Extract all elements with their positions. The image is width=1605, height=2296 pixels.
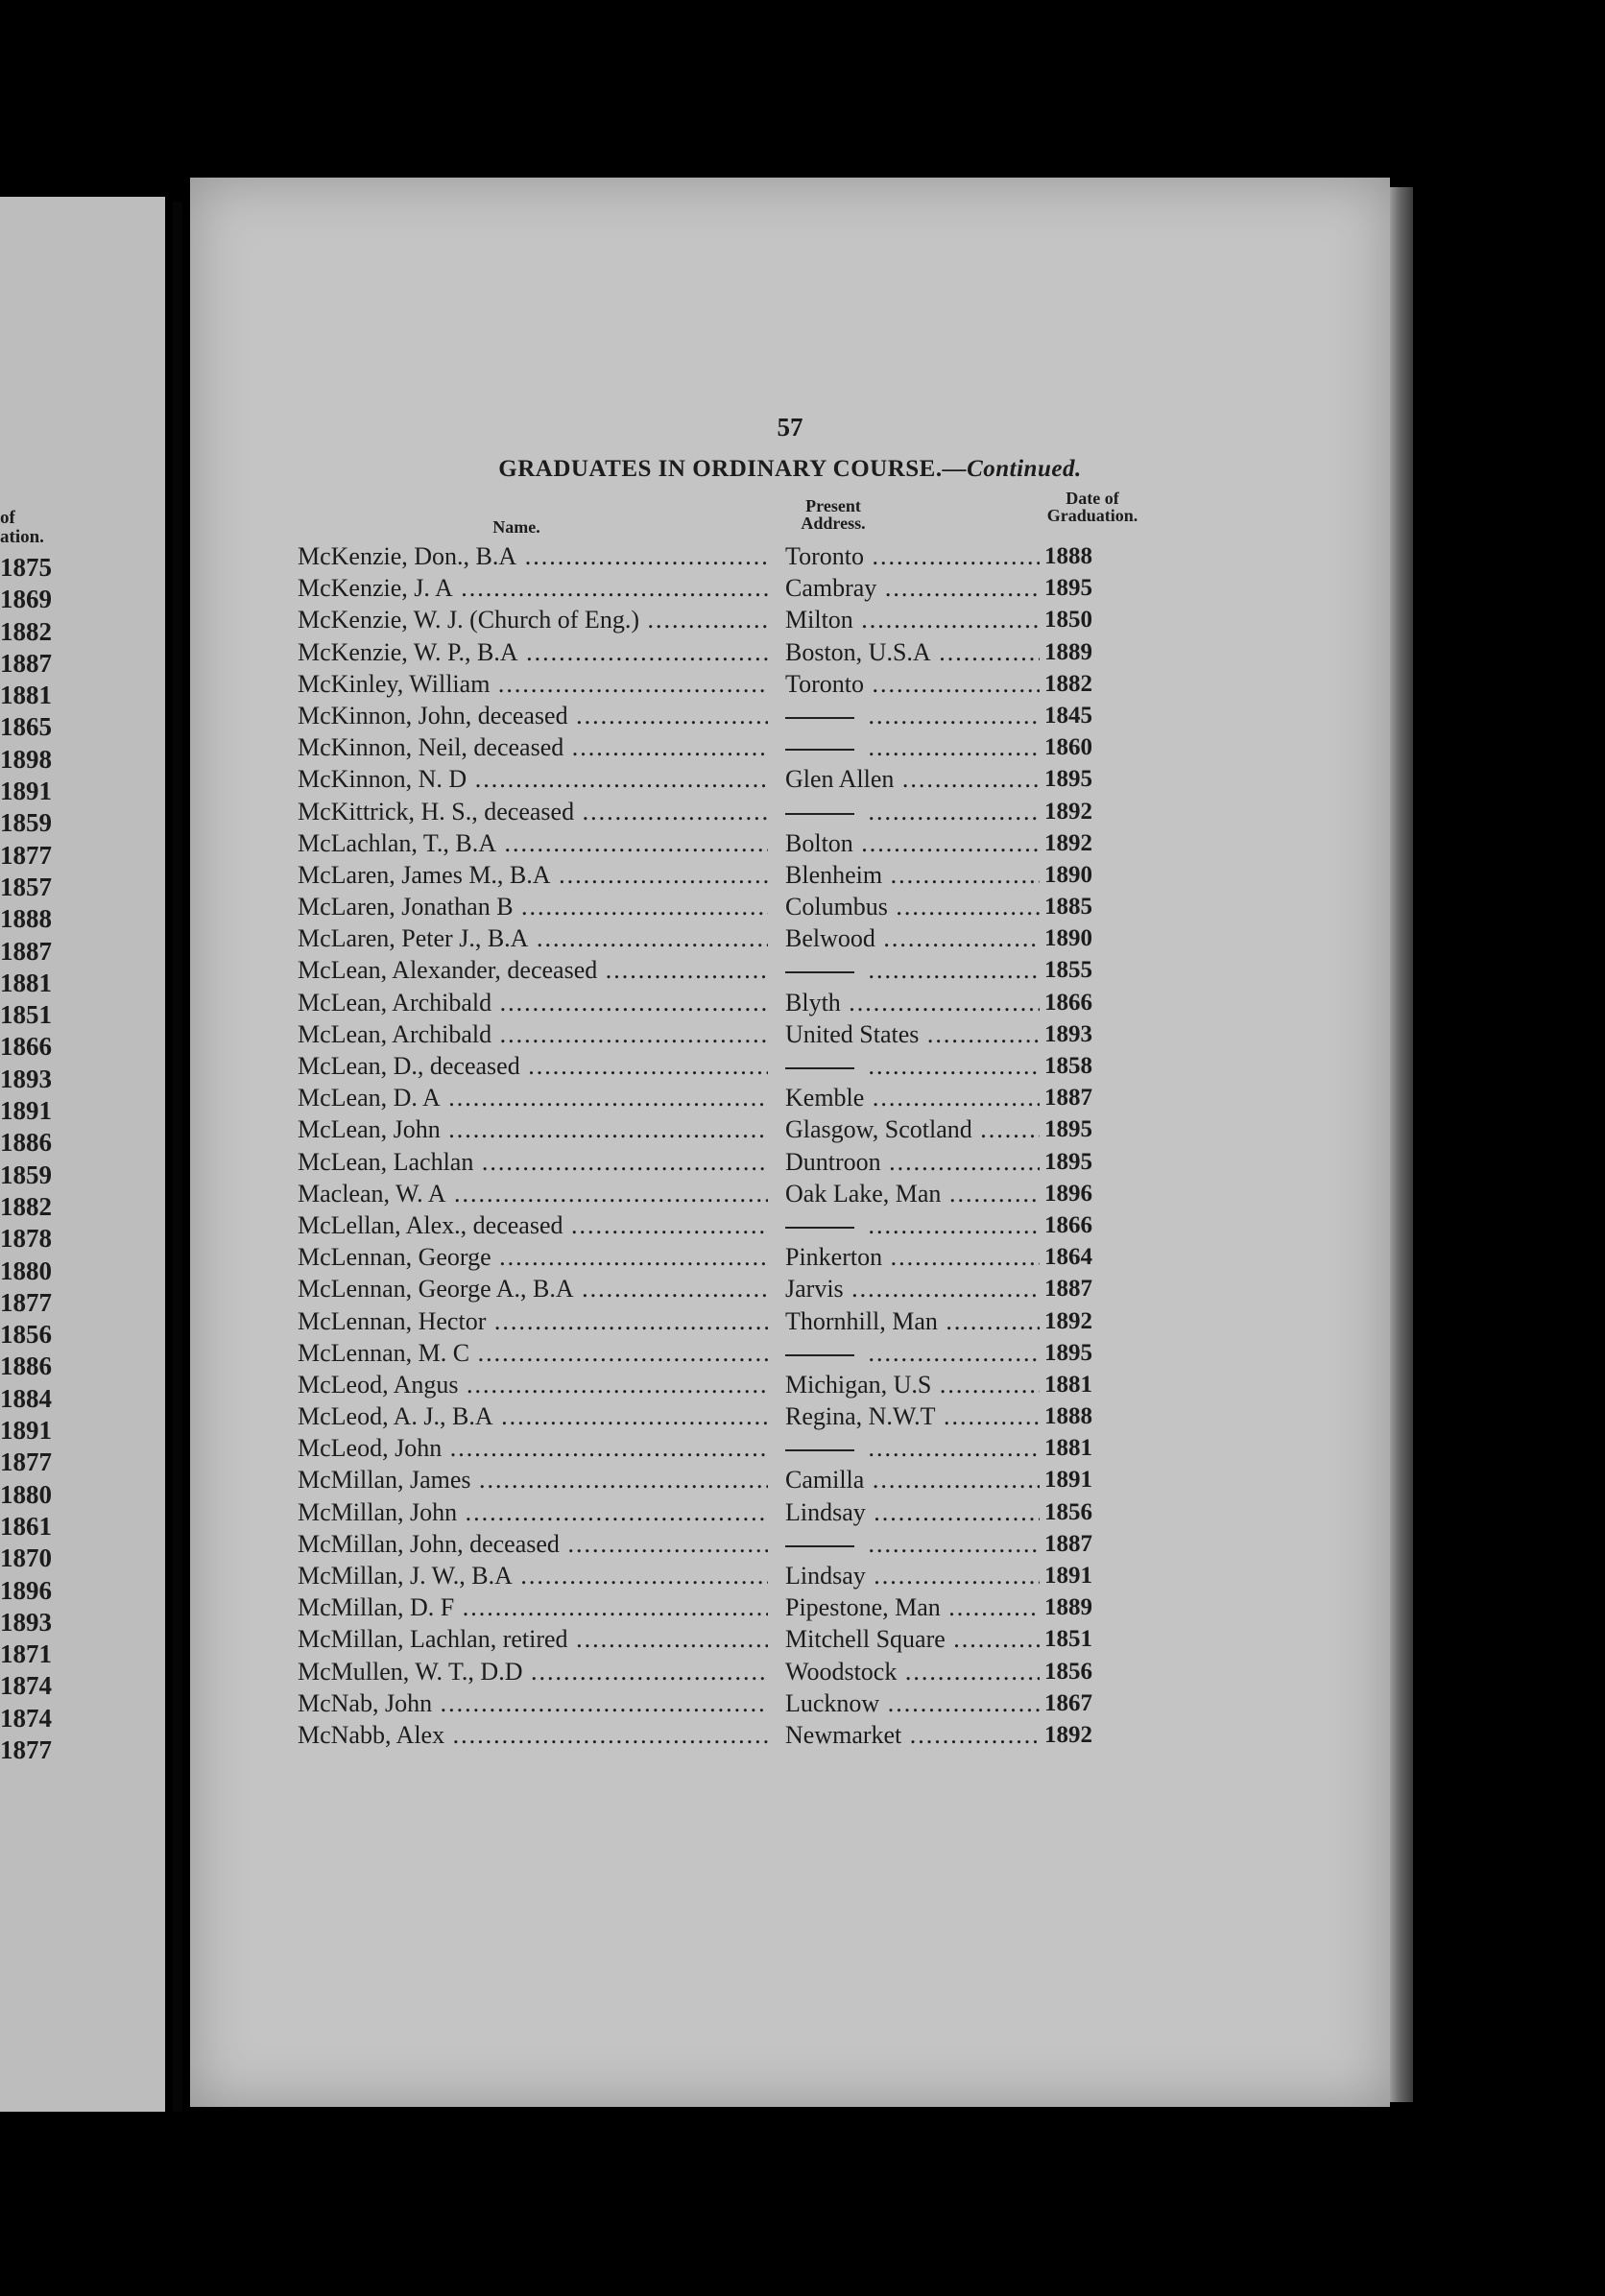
graduate-address bbox=[785, 1560, 1040, 1591]
graduate-address-text bbox=[860, 1211, 1040, 1239]
previous-page-year: 1893 bbox=[0, 1607, 52, 1637]
graduate-row bbox=[298, 731, 1258, 763]
graduate-address-text: Toronto ..... bbox=[785, 670, 1040, 698]
previous-page-year: 1880 bbox=[0, 1479, 52, 1509]
graduate-name bbox=[298, 1528, 768, 1560]
graduation-year: 1895 bbox=[1044, 575, 1092, 602]
graduate-address-text: Glen Allen ..... bbox=[785, 765, 1040, 793]
graduate-address bbox=[785, 1337, 1040, 1369]
previous-page-year: 1884 bbox=[0, 1383, 52, 1413]
previous-page-year: 1877 bbox=[0, 1447, 52, 1477]
blank-address-dash bbox=[785, 749, 854, 751]
graduate-address bbox=[785, 827, 1040, 859]
previous-page-year: 1881 bbox=[0, 968, 52, 997]
graduate-row bbox=[298, 1719, 1258, 1751]
graduate-name bbox=[298, 891, 768, 922]
graduate-name bbox=[298, 668, 768, 700]
graduate-name bbox=[298, 604, 768, 635]
graduation-year: 1885 bbox=[1044, 894, 1092, 921]
graduate-row bbox=[298, 763, 1258, 795]
graduate-address-text: Lindsay ..... bbox=[785, 1562, 1040, 1590]
graduation-year: 1893 bbox=[1044, 1020, 1092, 1047]
graduate-address-text: Toronto ..... bbox=[785, 542, 1040, 570]
graduates-list bbox=[298, 540, 1258, 1751]
graduate-name bbox=[298, 827, 768, 859]
graduate-name-text: McMillan, Lachlan, retired ..... bbox=[298, 1625, 768, 1653]
graduate-row bbox=[298, 1656, 1258, 1687]
graduate-name bbox=[298, 572, 768, 604]
previous-page-year: 1891 bbox=[0, 777, 52, 806]
graduate-address-text: Milton ..... bbox=[785, 606, 1040, 634]
graduate-row bbox=[298, 1560, 1258, 1591]
graduate-address bbox=[785, 731, 1040, 763]
graduation-year: 1850 bbox=[1044, 607, 1092, 634]
column-header-name: Name. bbox=[492, 517, 540, 537]
graduate-name bbox=[298, 1082, 768, 1113]
graduate-address-text bbox=[860, 1530, 1040, 1558]
graduate-address-text: Columbus ..... bbox=[785, 893, 1040, 921]
graduate-name bbox=[298, 1464, 768, 1495]
column-header-date-line: Graduation. bbox=[1046, 506, 1138, 525]
previous-page-year: 1875 bbox=[0, 553, 52, 582]
graduate-name bbox=[298, 1400, 768, 1432]
graduate-address bbox=[785, 1113, 1040, 1145]
graduation-year: 1855 bbox=[1044, 957, 1092, 984]
graduate-address-text: Bolton ..... bbox=[785, 829, 1040, 857]
graduate-row bbox=[298, 1209, 1258, 1241]
column-header-address-line: Present bbox=[805, 496, 861, 515]
previous-page-year: 1891 bbox=[0, 1416, 52, 1446]
graduate-name bbox=[298, 1178, 768, 1209]
graduate-address bbox=[785, 1432, 1040, 1464]
graduate-row bbox=[298, 1432, 1258, 1464]
graduation-year: 1895 bbox=[1044, 766, 1092, 793]
graduate-name bbox=[298, 1273, 768, 1304]
previous-page-year: 1865 bbox=[0, 712, 52, 742]
graduation-year: 1887 bbox=[1044, 1085, 1092, 1112]
graduate-row bbox=[298, 1018, 1258, 1050]
previous-page-year: 1880 bbox=[0, 1256, 52, 1285]
graduation-year: 1888 bbox=[1044, 1403, 1092, 1430]
graduate-address-text: Duntroon ..... bbox=[785, 1148, 1040, 1176]
graduate-name-text: McKinnon, N. D ..... bbox=[298, 765, 768, 793]
graduate-name-text: McMillan, John, deceased ..... bbox=[298, 1530, 768, 1558]
graduate-address bbox=[785, 1623, 1040, 1655]
graduate-row bbox=[298, 1337, 1258, 1369]
page-gutter bbox=[173, 202, 182, 2112]
graduation-year: 1895 bbox=[1044, 1339, 1092, 1366]
previous-page-year: 1861 bbox=[0, 1511, 52, 1541]
document-page bbox=[190, 178, 1390, 2107]
graduate-address bbox=[785, 891, 1040, 922]
previous-page-year: 1874 bbox=[0, 1703, 52, 1733]
graduate-name bbox=[298, 731, 768, 763]
graduation-year: 1889 bbox=[1044, 638, 1092, 665]
graduate-name-text: McMillan, John ..... bbox=[298, 1498, 768, 1526]
graduation-year: 1858 bbox=[1044, 1053, 1092, 1079]
graduate-address-text: Cambray ..... bbox=[785, 574, 1040, 602]
graduate-address-text: United States ..... bbox=[785, 1020, 1040, 1048]
graduate-row bbox=[298, 922, 1258, 954]
graduate-row bbox=[298, 827, 1258, 859]
graduate-name-text: McKinnon, John, deceased ..... bbox=[298, 702, 768, 729]
graduate-row bbox=[298, 668, 1258, 700]
graduation-year: 1888 bbox=[1044, 543, 1092, 569]
graduation-year: 1881 bbox=[1044, 1435, 1092, 1462]
graduate-address bbox=[785, 922, 1040, 954]
graduate-name-text: McLean, Lachlan ..... bbox=[298, 1148, 768, 1176]
previous-page-year: 1882 bbox=[0, 616, 52, 646]
graduation-year: 1890 bbox=[1044, 925, 1092, 952]
graduate-row bbox=[298, 572, 1258, 604]
graduation-year: 1851 bbox=[1044, 1626, 1092, 1653]
graduate-address-text: Woodstock ..... bbox=[785, 1658, 1040, 1686]
graduate-name-text: McNabb, Alex ..... bbox=[298, 1721, 768, 1749]
graduate-address bbox=[785, 604, 1040, 635]
graduate-name bbox=[298, 1623, 768, 1655]
previous-page-year: 1886 bbox=[0, 1351, 52, 1381]
graduate-address bbox=[785, 540, 1040, 572]
blank-address-dash bbox=[785, 1545, 854, 1547]
graduation-year: 1845 bbox=[1044, 702, 1092, 729]
graduate-name bbox=[298, 636, 768, 668]
graduate-row bbox=[298, 636, 1258, 668]
graduate-name-text: McLaren, James M., B.A ..... bbox=[298, 861, 768, 889]
graduate-name bbox=[298, 1719, 768, 1751]
graduate-row bbox=[298, 1369, 1258, 1400]
page-number: 57 bbox=[777, 413, 803, 442]
graduate-address bbox=[785, 1178, 1040, 1209]
graduation-year: 1867 bbox=[1044, 1689, 1092, 1716]
graduation-year: 1892 bbox=[1044, 1307, 1092, 1334]
previous-page-header bbox=[0, 509, 44, 547]
graduate-name bbox=[298, 1560, 768, 1591]
graduate-name bbox=[298, 1687, 768, 1719]
graduate-row bbox=[298, 954, 1258, 986]
graduate-name-text: McKenzie, W. J. (Church of Eng.) ..... bbox=[298, 606, 768, 634]
previous-page-fragment bbox=[0, 197, 165, 2112]
graduation-year: 1896 bbox=[1044, 1180, 1092, 1207]
graduate-name-text: McLennan, M. C ..... bbox=[298, 1339, 768, 1367]
page-edge bbox=[1390, 187, 1413, 2102]
graduation-year: 1864 bbox=[1044, 1244, 1092, 1271]
graduate-name bbox=[298, 1591, 768, 1623]
previous-page-year: 1859 bbox=[0, 808, 52, 838]
previous-page-year: 1893 bbox=[0, 1064, 52, 1093]
graduate-name-text: McLean, D. A ..... bbox=[298, 1084, 768, 1112]
graduate-name bbox=[298, 796, 768, 827]
graduate-name bbox=[298, 1337, 768, 1369]
graduate-row bbox=[298, 1591, 1258, 1623]
graduate-address-text: Camilla ..... bbox=[785, 1466, 1040, 1494]
graduate-name-text: McKenzie, J. A ..... bbox=[298, 574, 768, 602]
graduate-row bbox=[298, 1464, 1258, 1495]
graduate-name bbox=[298, 700, 768, 731]
graduate-address-text: Boston, U.S.A ..... bbox=[785, 638, 1040, 666]
graduation-year: 1892 bbox=[1044, 798, 1092, 825]
graduate-address bbox=[785, 1528, 1040, 1560]
graduation-year: 1889 bbox=[1044, 1594, 1092, 1621]
graduate-address bbox=[785, 1050, 1040, 1082]
previous-page-year: 1856 bbox=[0, 1320, 52, 1350]
graduation-year: 1891 bbox=[1044, 1467, 1092, 1494]
graduate-address-text bbox=[860, 956, 1040, 984]
graduate-name bbox=[298, 1369, 768, 1400]
graduation-year: 1892 bbox=[1044, 829, 1092, 856]
graduate-address bbox=[785, 859, 1040, 891]
graduate-name bbox=[298, 1432, 768, 1464]
graduate-name bbox=[298, 1656, 768, 1687]
graduate-row bbox=[298, 1241, 1258, 1273]
graduate-address-text: Blenheim ..... bbox=[785, 861, 1040, 889]
blank-address-dash bbox=[785, 1227, 854, 1229]
graduate-name bbox=[298, 1113, 768, 1145]
graduate-name bbox=[298, 763, 768, 795]
graduate-name-text: McKenzie, W. P., B.A ..... bbox=[298, 638, 768, 666]
graduate-name-text: McMillan, J. W., B.A ..... bbox=[298, 1562, 768, 1590]
previous-header-line: of bbox=[0, 508, 15, 528]
graduate-address bbox=[785, 1496, 1040, 1528]
blank-address-dash bbox=[785, 813, 854, 815]
graduate-name-text: McLean, John ..... bbox=[298, 1115, 768, 1143]
previous-page-year: 1891 bbox=[0, 1096, 52, 1126]
graduate-address-text: Blyth ..... bbox=[785, 989, 1040, 1016]
previous-page-year: 1857 bbox=[0, 872, 52, 901]
previous-header-line: ation. bbox=[0, 527, 44, 547]
column-header-address bbox=[756, 497, 910, 532]
graduate-row bbox=[298, 700, 1258, 731]
previous-page-year: 1896 bbox=[0, 1575, 52, 1605]
graduate-address bbox=[785, 796, 1040, 827]
graduate-row bbox=[298, 1687, 1258, 1719]
graduate-row bbox=[298, 1528, 1258, 1560]
page-title-continued: —Continued. bbox=[942, 456, 1082, 482]
graduation-year: 1856 bbox=[1044, 1498, 1092, 1525]
graduate-address bbox=[785, 636, 1040, 668]
graduate-row bbox=[298, 1623, 1258, 1655]
graduate-name-text: McLennan, Hector ..... bbox=[298, 1307, 768, 1335]
blank-address-dash bbox=[785, 1449, 854, 1451]
graduate-address bbox=[785, 1082, 1040, 1113]
previous-page-year: 1882 bbox=[0, 1191, 52, 1221]
previous-page-years bbox=[0, 552, 165, 1766]
graduation-year: 1856 bbox=[1044, 1658, 1092, 1685]
graduate-address-text: Pipestone, Man ..... bbox=[785, 1593, 1040, 1621]
blank-address-dash bbox=[785, 1067, 854, 1069]
previous-page-year: 1878 bbox=[0, 1224, 52, 1254]
graduate-row bbox=[298, 1273, 1258, 1304]
graduation-year: 1892 bbox=[1044, 1721, 1092, 1748]
graduate-address bbox=[785, 1305, 1040, 1337]
graduate-address-text: Jarvis ..... bbox=[785, 1275, 1040, 1303]
graduation-year: 1860 bbox=[1044, 734, 1092, 761]
graduate-address bbox=[785, 1209, 1040, 1241]
previous-page-year: 1871 bbox=[0, 1639, 52, 1669]
page-title bbox=[190, 456, 1390, 483]
column-header-date-line: Date of bbox=[1066, 489, 1119, 508]
graduate-name-text: McKittrick, H. S., deceased ..... bbox=[298, 798, 768, 825]
graduate-name bbox=[298, 922, 768, 954]
graduate-name-text: McLean, Archibald ..... bbox=[298, 989, 768, 1016]
previous-page-year: 1869 bbox=[0, 585, 52, 614]
graduation-year: 1866 bbox=[1044, 1211, 1092, 1238]
graduate-row bbox=[298, 891, 1258, 922]
graduate-address bbox=[785, 1369, 1040, 1400]
graduate-row bbox=[298, 796, 1258, 827]
graduate-address bbox=[785, 1591, 1040, 1623]
graduate-row bbox=[298, 1146, 1258, 1178]
graduate-address-text bbox=[860, 733, 1040, 761]
graduate-row bbox=[298, 1178, 1258, 1209]
graduate-name bbox=[298, 987, 768, 1018]
graduate-name-text: McMillan, D. F ..... bbox=[298, 1593, 768, 1621]
graduation-year: 1881 bbox=[1044, 1371, 1092, 1398]
graduate-name-text: McLeod, Angus ..... bbox=[298, 1371, 768, 1399]
blank-address-dash bbox=[785, 971, 854, 973]
graduation-year: 1891 bbox=[1044, 1563, 1092, 1589]
graduate-address bbox=[785, 1687, 1040, 1719]
graduate-address bbox=[785, 1719, 1040, 1751]
graduate-row bbox=[298, 987, 1258, 1018]
graduate-address bbox=[785, 1656, 1040, 1687]
graduate-name-text: McLean, Archibald ..... bbox=[298, 1020, 768, 1048]
graduation-year: 1895 bbox=[1044, 1116, 1092, 1143]
graduate-address-text: Oak Lake, Man ..... bbox=[785, 1180, 1040, 1208]
graduate-address-text: Belwood ..... bbox=[785, 924, 1040, 952]
graduate-address bbox=[785, 572, 1040, 604]
graduate-address-text: Pinkerton ..... bbox=[785, 1243, 1040, 1271]
graduate-name bbox=[298, 1496, 768, 1528]
graduate-name-text: McKinley, William ..... bbox=[298, 670, 768, 698]
graduate-name-text: McLellan, Alex., deceased ..... bbox=[298, 1211, 768, 1239]
previous-page-year: 1851 bbox=[0, 1000, 52, 1030]
graduate-row bbox=[298, 604, 1258, 635]
previous-page-year: 1887 bbox=[0, 648, 52, 678]
previous-page-year: 1898 bbox=[0, 744, 52, 774]
graduate-address bbox=[785, 700, 1040, 731]
graduate-address-text: Mitchell Square ..... bbox=[785, 1625, 1040, 1653]
graduate-row bbox=[298, 859, 1258, 891]
graduate-address-text bbox=[860, 1339, 1040, 1367]
previous-page-year: 1877 bbox=[0, 840, 52, 870]
graduate-name-text: McLennan, George ..... bbox=[298, 1243, 768, 1271]
graduate-name bbox=[298, 540, 768, 572]
graduate-name bbox=[298, 1305, 768, 1337]
graduate-address-text: Thornhill, Man ..... bbox=[785, 1307, 1040, 1335]
page-title-main: GRADUATES IN ORDINARY COURSE. bbox=[498, 456, 943, 482]
graduate-address-text: Michigan, U.S ..... bbox=[785, 1371, 1040, 1399]
blank-address-dash bbox=[785, 717, 854, 719]
graduate-address-text bbox=[860, 798, 1040, 825]
graduate-address bbox=[785, 1018, 1040, 1050]
graduate-name bbox=[298, 1018, 768, 1050]
graduate-name-text: McLeod, A. J., B.A ..... bbox=[298, 1402, 768, 1430]
previous-page-year: 1866 bbox=[0, 1032, 52, 1062]
graduate-address bbox=[785, 763, 1040, 795]
graduate-row bbox=[298, 1082, 1258, 1113]
graduate-address-text: Newmarket ..... bbox=[785, 1721, 1040, 1749]
previous-page-year: 1888 bbox=[0, 904, 52, 934]
graduate-address bbox=[785, 1464, 1040, 1495]
graduate-name bbox=[298, 954, 768, 986]
previous-page-year: 1874 bbox=[0, 1671, 52, 1701]
graduate-address-text: Lucknow ..... bbox=[785, 1689, 1040, 1717]
graduate-address-text bbox=[860, 702, 1040, 729]
previous-page-year: 1877 bbox=[0, 1287, 52, 1317]
previous-page-year: 1877 bbox=[0, 1734, 52, 1764]
blank-address-dash bbox=[785, 1354, 854, 1356]
graduate-name bbox=[298, 1146, 768, 1178]
graduate-name-text: McKinnon, Neil, deceased ..... bbox=[298, 733, 768, 761]
previous-page-year: 1870 bbox=[0, 1543, 52, 1573]
graduate-address-text bbox=[860, 1052, 1040, 1080]
graduate-name bbox=[298, 859, 768, 891]
graduate-row bbox=[298, 1305, 1258, 1337]
graduate-address-text: Regina, N.W.T ..... bbox=[785, 1402, 1040, 1430]
graduate-address bbox=[785, 668, 1040, 700]
graduate-address bbox=[785, 987, 1040, 1018]
graduation-year: 1890 bbox=[1044, 861, 1092, 888]
graduate-name bbox=[298, 1209, 768, 1241]
graduate-row bbox=[298, 1113, 1258, 1145]
graduate-address bbox=[785, 1241, 1040, 1273]
graduate-name-text: McLennan, George A., B.A ..... bbox=[298, 1275, 768, 1303]
graduation-year: 1887 bbox=[1044, 1276, 1092, 1303]
graduation-year: 1866 bbox=[1044, 989, 1092, 1016]
graduate-row bbox=[298, 1496, 1258, 1528]
graduate-name bbox=[298, 1050, 768, 1082]
graduate-name-text: McLaren, Peter J., B.A ..... bbox=[298, 924, 768, 952]
previous-page-year: 1886 bbox=[0, 1128, 52, 1158]
graduate-row bbox=[298, 540, 1258, 572]
graduate-address-text bbox=[860, 1434, 1040, 1462]
graduate-name bbox=[298, 1241, 768, 1273]
graduate-address bbox=[785, 1146, 1040, 1178]
graduate-address bbox=[785, 1400, 1040, 1432]
graduate-address-text: Kemble ..... bbox=[785, 1084, 1040, 1112]
graduate-address bbox=[785, 1273, 1040, 1304]
graduate-name-text: McLaren, Jonathan B ..... bbox=[298, 893, 768, 921]
graduate-name-text: Maclean, W. A ..... bbox=[298, 1180, 768, 1208]
graduation-year: 1895 bbox=[1044, 1148, 1092, 1175]
graduate-name-text: McLean, D., deceased ..... bbox=[298, 1052, 768, 1080]
graduate-name-text: McMillan, James ..... bbox=[298, 1466, 768, 1494]
graduate-row bbox=[298, 1400, 1258, 1432]
previous-page-year: 1881 bbox=[0, 681, 52, 710]
graduate-address-text: Glasgow, Scotland ..... bbox=[785, 1115, 1040, 1143]
graduate-name-text: McKenzie, Don., B.A ..... bbox=[298, 542, 768, 570]
previous-page-year: 1887 bbox=[0, 936, 52, 966]
graduate-name-text: McMullen, W. T., D.D ..... bbox=[298, 1658, 768, 1686]
graduate-address bbox=[785, 954, 1040, 986]
graduation-year: 1887 bbox=[1044, 1530, 1092, 1557]
graduate-name-text: McLean, Alexander, deceased ..... bbox=[298, 956, 768, 984]
graduate-name-text: McLachlan, T., B.A ..... bbox=[298, 829, 768, 857]
graduate-row bbox=[298, 1050, 1258, 1082]
previous-page-year: 1859 bbox=[0, 1160, 52, 1189]
column-header-date bbox=[1016, 490, 1169, 524]
graduation-year: 1882 bbox=[1044, 670, 1092, 697]
graduate-name-text: McNab, John ..... bbox=[298, 1689, 768, 1717]
column-header-address-line: Address. bbox=[801, 514, 866, 533]
graduate-address-text: Lindsay ..... bbox=[785, 1498, 1040, 1526]
graduate-name-text: McLeod, John ..... bbox=[298, 1434, 768, 1462]
